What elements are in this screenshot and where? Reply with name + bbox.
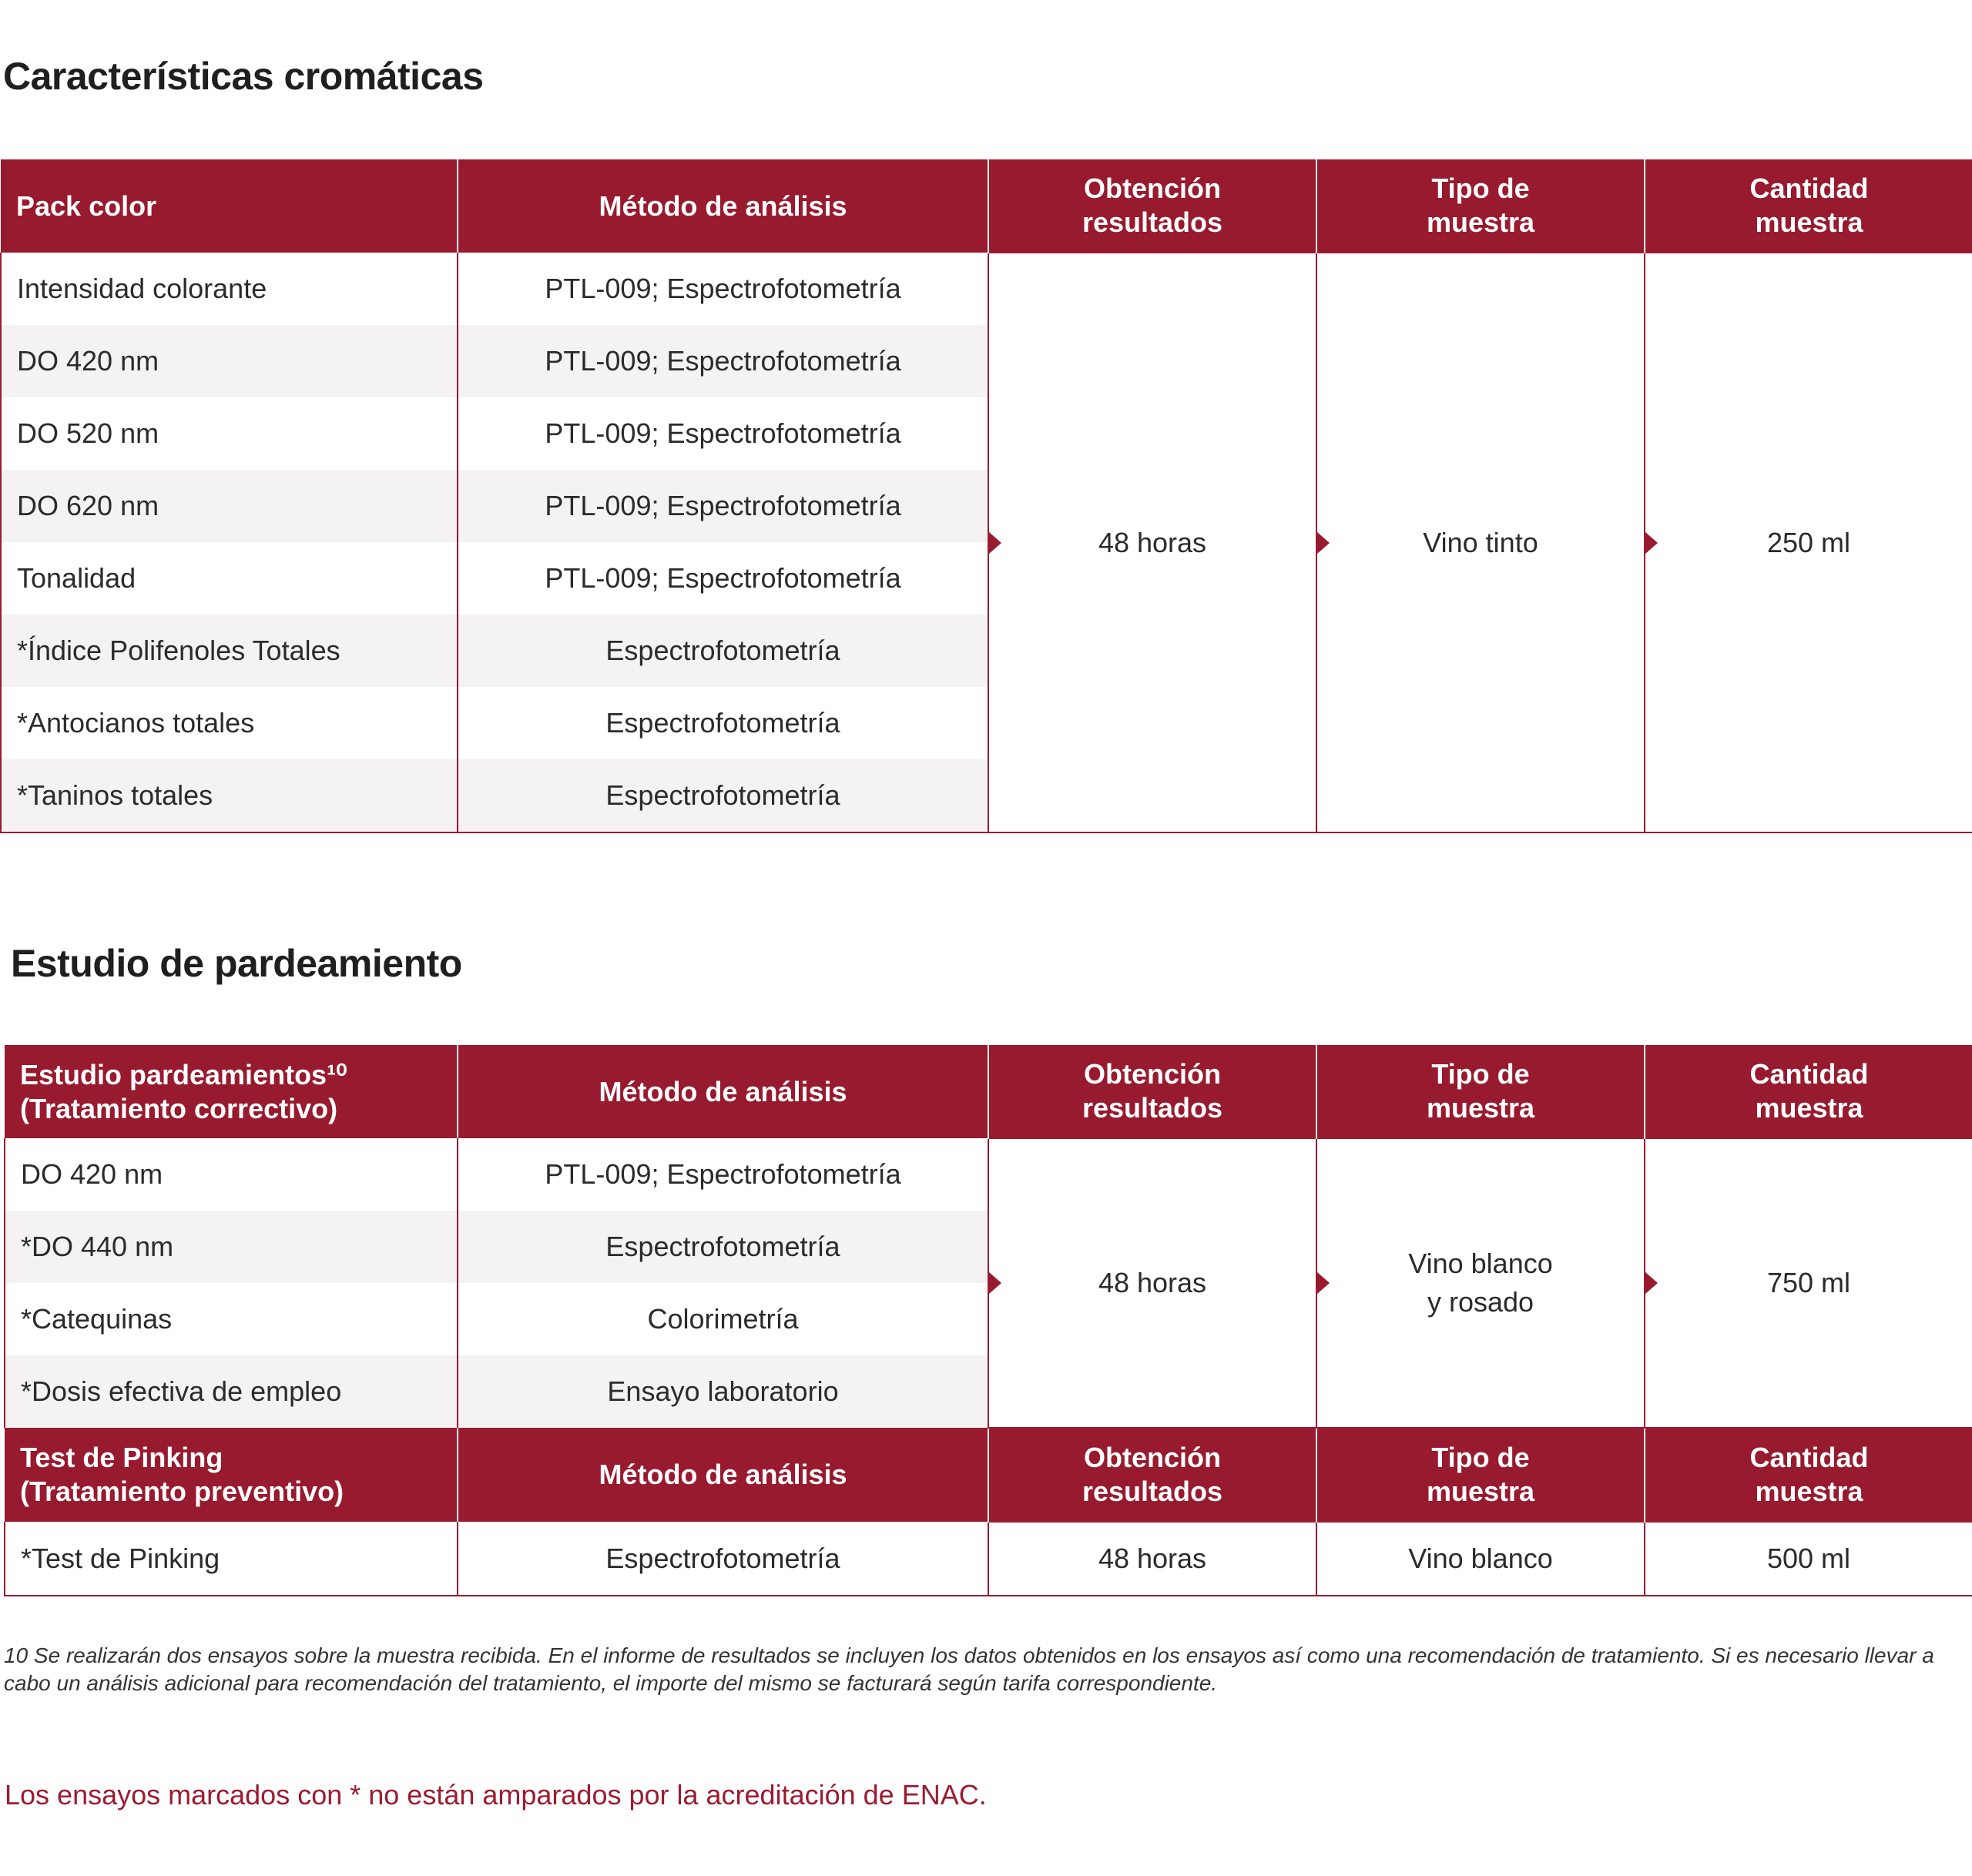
table-row [5, 1138, 1972, 1211]
header-metodo: Método de análisis [458, 159, 988, 253]
header-tipo [1316, 159, 1645, 253]
header-line: muestra [1755, 206, 1863, 238]
cell-param: *Antocianos totales [1, 687, 458, 759]
cell-method: Espectrofotometría [458, 1211, 988, 1283]
cell-param: DO 520 nm [1, 397, 458, 470]
cell-method: Espectrofotometría [458, 759, 988, 832]
header-line: resultados [1082, 206, 1223, 238]
header-line: Estudio pardeamientos¹⁰ [20, 1058, 347, 1090]
table-estudio-pardeamiento [4, 1045, 1972, 1596]
table-row [5, 1522, 1972, 1596]
caret-right-icon [1317, 1272, 1330, 1294]
caret-right-icon [989, 532, 1001, 554]
pinking-header-row [5, 1428, 1972, 1522]
cell-obtencion: 48 horas [988, 1522, 1316, 1596]
header-obtencion [988, 159, 1316, 253]
header-pack-color: Pack color [1, 159, 458, 253]
header-estudio-pardeamientos [5, 1045, 458, 1138]
obtencion-value: 48 horas [1098, 1267, 1207, 1298]
enac-note: Los ensayos marcados con * no están amparados por la acreditación de ENAC. [5, 1779, 987, 1811]
cell-method: PTL-009; Espectrofotometría [458, 325, 988, 397]
header-cantidad [1645, 1045, 1972, 1138]
header-line: muestra [1755, 1476, 1863, 1507]
cell-param: DO 420 nm [1, 325, 458, 397]
cell-cantidad [1645, 253, 1972, 832]
obtencion-value: 48 horas [1098, 526, 1207, 558]
cell-param: *Taninos totales [1, 759, 458, 832]
cell-method: PTL-009; Espectrofotometría [458, 470, 988, 542]
cell-param: *Índice Polifenoles Totales [1, 615, 458, 687]
header-line: Tipo de [1431, 1442, 1530, 1473]
cell-tipo [1316, 253, 1645, 832]
header-line: muestra [1426, 1092, 1535, 1124]
header-line: (Tratamiento preventivo) [20, 1476, 344, 1507]
header-line: Cantidad [1749, 1442, 1869, 1473]
header-line: (Tratamiento correctivo) [20, 1092, 338, 1124]
cell-cantidad [1645, 1138, 1972, 1428]
header-line: Cantidad [1749, 173, 1869, 204]
header-line: muestra [1426, 1476, 1535, 1507]
cantidad-value: 250 ml [1766, 526, 1851, 558]
header-tipo [1316, 1428, 1645, 1522]
cell-method: PTL-009; Espectrofotometría [458, 542, 988, 615]
cell-method: PTL-009; Espectrofotometría [458, 253, 988, 325]
caret-right-icon [1645, 1272, 1658, 1294]
cell-param: *Catequinas [5, 1283, 458, 1355]
header-line: muestra [1426, 206, 1535, 238]
tipo-value-line: Vino blanco [1408, 1248, 1553, 1279]
cell-cantidad: 500 ml [1645, 1522, 1972, 1596]
table-caracteristicas-cromaticas [0, 159, 1972, 833]
table-header-row [1, 159, 1972, 253]
header-tipo [1316, 1045, 1645, 1138]
cell-tipo [1316, 1138, 1645, 1428]
table-header-row [5, 1045, 1972, 1138]
header-line: Test de Pinking [20, 1442, 223, 1473]
cell-obtencion [988, 1138, 1316, 1428]
cell-param: *Test de Pinking [5, 1522, 458, 1596]
footnote: 10 Se realizarán dos ensayos sobre la muestra recibida. En el informe de resultados se incluyen los datos obtenidos en los ensayos así como una recomendación de tratamiento. Si es necesario llevar a cabo un análisis adicional para recomendación del tratamiento, el importe del mismo se facturará según tarifa correspondiente. [4, 1643, 1934, 1695]
header-line: Tipo de [1431, 173, 1530, 204]
header-line: Cantidad [1749, 1058, 1869, 1090]
cell-param: *Dosis efectiva de empleo [5, 1355, 458, 1428]
header-line: muestra [1755, 1092, 1863, 1124]
tipo-value: Vino tinto [1423, 526, 1538, 558]
table-row [1, 253, 1972, 325]
header-line: Tipo de [1431, 1058, 1530, 1090]
caret-right-icon [989, 1272, 1001, 1294]
header-line: Obtención [1084, 1442, 1221, 1473]
header-line: Obtención [1084, 173, 1221, 204]
cell-method: Colorimetría [458, 1283, 988, 1355]
cell-param: DO 420 nm [5, 1138, 458, 1211]
cell-obtencion [988, 253, 1316, 832]
header-line: resultados [1082, 1476, 1223, 1507]
section-title-pardeamiento: Estudio de pardeamiento [11, 942, 462, 985]
header-line: Obtención [1084, 1058, 1221, 1090]
header-test-pinking [5, 1428, 458, 1522]
cell-tipo: Vino blanco [1316, 1522, 1645, 1596]
header-metodo: Método de análisis [458, 1428, 988, 1522]
header-metodo: Método de análisis [458, 1045, 988, 1138]
caret-right-icon [1317, 532, 1330, 554]
cell-method: PTL-009; Espectrofotometría [458, 397, 988, 470]
cantidad-value: 750 ml [1766, 1267, 1851, 1298]
cell-param: *DO 440 nm [5, 1211, 458, 1283]
cell-param: Tonalidad [1, 542, 458, 615]
cell-param: Intensidad colorante [1, 253, 458, 325]
cell-method: PTL-009; Espectrofotometría [458, 1138, 988, 1211]
tipo-value-line: y rosado [1427, 1286, 1534, 1318]
section-title-caracteristicas: Características cromáticas [3, 55, 484, 98]
header-obtencion [988, 1428, 1316, 1522]
cell-param: DO 620 nm [1, 470, 458, 542]
header-cantidad [1645, 159, 1972, 253]
cell-method: Ensayo laboratorio [458, 1355, 988, 1428]
header-line: resultados [1082, 1092, 1223, 1124]
cell-method: Espectrofotometría [458, 1522, 988, 1596]
header-cantidad [1645, 1428, 1972, 1522]
cell-method: Espectrofotometría [458, 615, 988, 687]
header-obtencion [988, 1045, 1316, 1138]
cell-method: Espectrofotometría [458, 687, 988, 759]
caret-right-icon [1645, 532, 1658, 554]
